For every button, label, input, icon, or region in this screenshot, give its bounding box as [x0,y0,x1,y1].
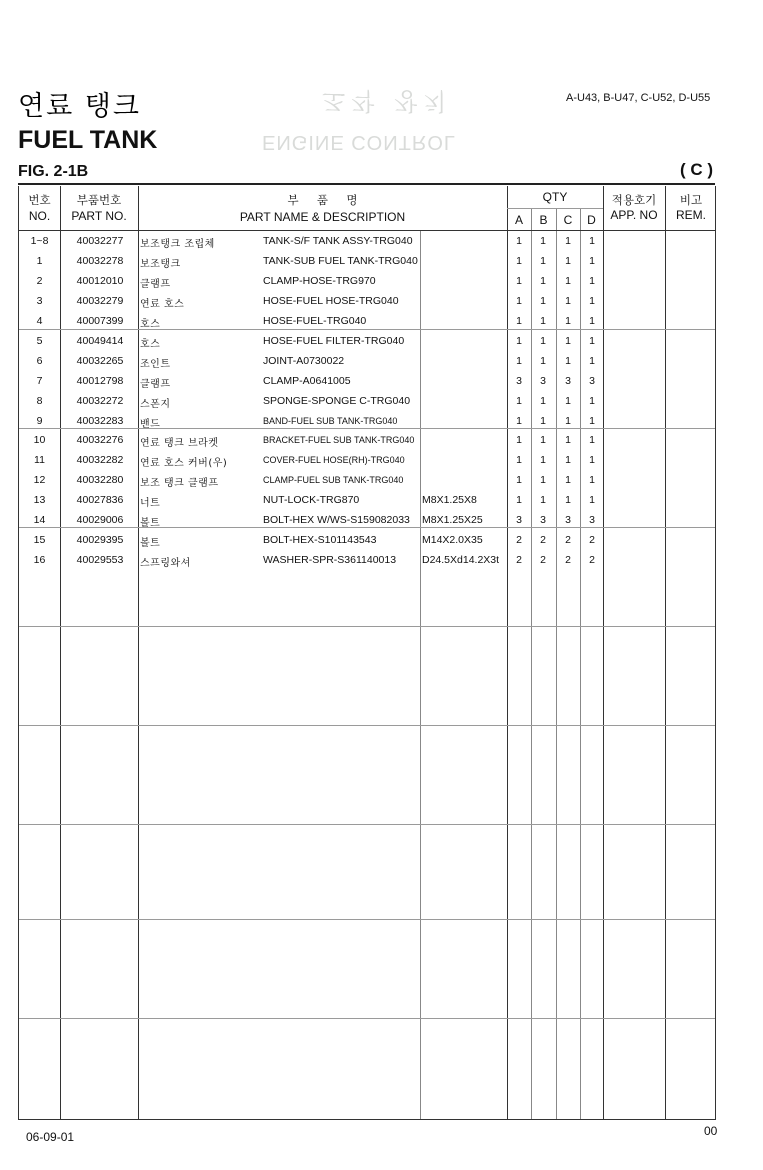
group-divider [19,1018,715,1019]
cell-qty-d: 2 [589,534,595,546]
table-row [19,471,717,491]
group-divider [19,725,715,726]
cell-no: 7 [36,375,43,387]
cell-name-ko: 밴드 [140,419,161,430]
cell-spec: M14X2.0X35 [422,534,483,546]
col-header-no: NO. [28,209,51,223]
cell-no: 2 [36,275,43,287]
col-header-name: PART NAME & DESCRIPTION [239,210,406,224]
cell-name: CLAMP-HOSE-TRG970 [263,275,376,287]
cell-qty-d: 1 [589,295,595,307]
table-row [19,292,717,312]
cell-name-ko: 조인트 [140,359,171,370]
cell-qty-d: 3 [589,375,595,387]
cell-qty-a: 1 [516,415,522,427]
col-header-qty-d: D [587,213,596,227]
cell-name: WASHER-SPR-S361140013 [263,554,397,566]
table-row [19,312,717,332]
cell-qty-b: 1 [540,335,546,347]
col-header-qty-c: C [563,213,573,227]
model-codes: A-U43, B-U47, C-U52, D-U55 [566,92,711,104]
cell-qty-b: 1 [540,295,546,307]
col-header-qty-b: B [539,213,548,227]
variant-label: ( C ) [680,160,714,179]
cell-name: TANK-SUB FUEL TANK-TRG040 [263,255,418,267]
cell-part-no: 40029006 [76,514,124,526]
cell-name-ko: 연료 호스 [140,299,185,310]
cell-qty-c: 2 [565,554,571,566]
cell-name: BAND-FUEL SUB TANK-TRG040 [263,416,398,426]
table-row [19,551,717,571]
cell-qty-d: 1 [589,315,595,327]
cell-part-no: 40032278 [76,255,124,267]
cell-qty-c: 1 [565,235,571,247]
cell-no: 15 [33,534,46,546]
cell-name-ko: 연료 호스 커버(우) [140,458,228,469]
cell-name: SPONGE-SPONGE C-TRG040 [263,395,411,407]
cell-spec: M8X1.25X25 [422,514,483,526]
cell-no: 13 [33,494,46,506]
cell-name-ko: 보조탱크 [140,259,181,270]
cell-qty-d: 1 [589,454,595,466]
cell-qty-d: 1 [589,275,595,287]
cell-qty-c: 1 [565,474,571,486]
col-header-qty-a: A [514,213,523,227]
cell-qty-b: 1 [540,255,546,267]
cell-name: TANK-S/F TANK ASSY-TRG040 [263,235,413,247]
cell-qty-a: 1 [516,494,522,506]
cell-name: CLAMP-A0641005 [263,375,351,387]
cell-name: BOLT-HEX W/WS-S159082033 [263,514,410,526]
header-rule [18,183,715,185]
cell-qty-b: 2 [540,534,546,546]
col-header-app: APP. NO [610,208,658,222]
cell-qty-a: 1 [516,315,522,327]
group-divider [19,919,715,920]
cell-no: 6 [36,355,43,367]
cell-part-no: 40032265 [76,355,124,367]
cell-qty-d: 1 [589,474,595,486]
cell-qty-a: 1 [516,255,522,267]
cell-part-no: 40012010 [76,275,124,287]
cell-part-no: 40032277 [76,235,124,247]
table-row [19,531,717,551]
cell-part-no: 40029395 [76,534,124,546]
cell-qty-d: 2 [589,554,595,566]
cell-qty-b: 1 [540,355,546,367]
cell-qty-a: 1 [516,454,522,466]
cell-qty-d: 1 [589,335,595,347]
cell-qty-b: 1 [540,494,546,506]
col-header-rem: REM. [676,208,706,222]
cell-qty-a: 1 [516,335,522,347]
cell-qty-b: 1 [540,415,546,427]
cell-qty-c: 1 [565,395,571,407]
cell-qty-c: 1 [565,315,571,327]
cell-qty-a: 1 [516,235,522,247]
cell-qty-c: 1 [565,335,571,347]
cell-qty-a: 1 [516,275,522,287]
table-row [19,431,717,451]
cell-name: CLAMP-FUEL SUB TANK-TRG040 [263,475,404,485]
cell-name-ko: 스프링와셔 [140,558,191,569]
cell-qty-c: 1 [565,255,571,267]
cell-qty-c: 1 [565,355,571,367]
col-header-app-ko: 적용호기 [611,193,657,207]
cell-qty-b: 1 [540,235,546,247]
cell-qty-c: 2 [565,534,571,546]
col-header-rem-ko: 비고 [679,193,703,207]
cell-qty-b: 3 [540,375,546,387]
table-row [19,352,717,372]
figure-label: FIG. 2-1B [18,163,89,180]
cell-name: HOSE-FUEL HOSE-TRG040 [263,295,399,307]
cell-part-no: 40032283 [76,415,124,427]
cell-name: JOINT-A0730022 [263,355,345,367]
cell-name-ko: 스폰지 [140,399,171,410]
table-row [19,451,717,471]
cell-qty-a: 1 [516,295,522,307]
cell-no: 14 [33,514,46,526]
cell-part-no: 40032280 [76,474,124,486]
table-row [19,272,717,292]
page-number: 00 [704,1124,718,1138]
cell-name: HOSE-FUEL FILTER-TRG040 [263,335,405,347]
cell-qty-c: 1 [565,494,571,506]
cell-no: 8 [36,395,43,407]
cell-spec: D24.5Xd14.2X3t [422,554,500,566]
header-bottom-rule [19,230,715,231]
cell-qty-a: 1 [516,474,522,486]
table-row [19,232,717,252]
table-row [19,252,717,272]
cell-name-ko: 볼트 [140,518,161,529]
cell-part-no: 40049414 [76,335,124,347]
cell-no: 4 [36,315,43,327]
col-header-part-no-ko: 부품번호 [76,193,122,207]
cell-no: 1 [36,255,43,267]
cell-qty-a: 2 [516,554,522,566]
cell-part-no: 40029553 [76,554,124,566]
table-row [19,491,717,511]
cell-no: 3 [36,295,43,307]
cell-qty-a: 3 [516,514,522,526]
cell-qty-d: 1 [589,355,595,367]
page-title-korean: 연료 탱크 [18,91,141,122]
cell-name-ko: 클램프 [140,379,171,390]
group-divider [19,824,715,825]
group-divider [19,626,715,627]
col-header-no-ko: 번호 [28,193,51,207]
cell-name: BOLT-HEX-S101143543 [263,534,377,546]
qty-header-divider [507,208,603,209]
cell-name-ko: 너트 [140,498,161,509]
cell-name: COVER-FUEL HOSE(RH)-TRG040 [263,455,405,465]
bleed-through-title-english: ENGINE CONTROL [262,131,457,153]
cell-qty-c: 1 [565,295,571,307]
cell-spec: M8X1.25X8 [422,494,477,506]
cell-no: 1~8 [30,235,49,247]
cell-qty-a: 1 [516,395,522,407]
cell-name-ko: 연료 탱크 브라켓 [140,438,219,449]
cell-qty-b: 1 [540,275,546,287]
table-row [19,412,717,432]
col-header-part-no: PART NO. [71,209,127,223]
cell-name-ko: 보조 탱크 클램프 [140,478,219,489]
cell-qty-d: 1 [589,415,595,427]
col-header-name-ko: 부 품 명 [287,193,358,207]
parts-table [18,186,716,1120]
cell-qty-a: 3 [516,375,522,387]
table-row [19,511,717,531]
cell-no: 9 [36,415,43,427]
cell-qty-b: 1 [540,474,546,486]
cell-no: 12 [33,474,46,486]
cell-qty-d: 1 [589,255,595,267]
cell-part-no: 40007399 [76,315,124,327]
cell-part-no: 40027836 [76,494,124,506]
cell-qty-b: 2 [540,554,546,566]
cell-qty-b: 1 [540,395,546,407]
cell-no: 5 [36,335,43,347]
cell-no: 11 [34,454,45,466]
cell-qty-c: 1 [565,454,571,466]
cell-qty-b: 1 [540,434,546,446]
cell-part-no: 40032279 [76,295,124,307]
cell-qty-d: 1 [589,395,595,407]
cell-qty-d: 1 [589,434,595,446]
cell-name-ko: 클램프 [140,279,171,290]
issue-date: 06-09-01 [26,1130,75,1144]
cell-qty-c: 3 [565,375,571,387]
page-title-english: FUEL TANK [18,126,158,154]
cell-name: HOSE-FUEL-TRG040 [263,315,367,327]
cell-name-ko: 호스 [140,339,161,350]
cell-qty-a: 2 [516,534,522,546]
cell-qty-b: 1 [540,315,546,327]
cell-part-no: 40012798 [76,375,124,387]
cell-name-ko: 보조탱크 조립체 [140,239,215,250]
cell-qty-b: 1 [540,454,546,466]
cell-no: 16 [33,554,46,566]
cell-qty-d: 3 [589,514,595,526]
cell-qty-a: 1 [516,355,522,367]
cell-name-ko: 호스 [140,319,161,330]
cell-no: 10 [33,434,46,446]
cell-qty-d: 1 [589,235,595,247]
cell-qty-c: 1 [565,275,571,287]
cell-qty-a: 1 [516,434,522,446]
cell-qty-c: 3 [565,514,571,526]
cell-name: BRACKET-FUEL SUB TANK-TRG040 [263,435,415,445]
cell-part-no: 40032272 [76,395,124,407]
col-header-qty: QTY [542,190,568,204]
table-row [19,332,717,352]
cell-part-no: 40032282 [76,454,124,466]
cell-part-no: 40032276 [76,434,124,446]
table-row [19,372,717,392]
cell-qty-c: 1 [565,434,571,446]
table-row [19,392,717,412]
cell-name: NUT-LOCK-TRG870 [263,494,360,506]
cell-qty-d: 1 [589,494,595,506]
cell-name-ko: 볼트 [140,538,161,549]
bleed-through-title-korean: 조작 장치 [322,87,453,115]
cell-qty-c: 1 [565,415,571,427]
cell-qty-b: 3 [540,514,546,526]
